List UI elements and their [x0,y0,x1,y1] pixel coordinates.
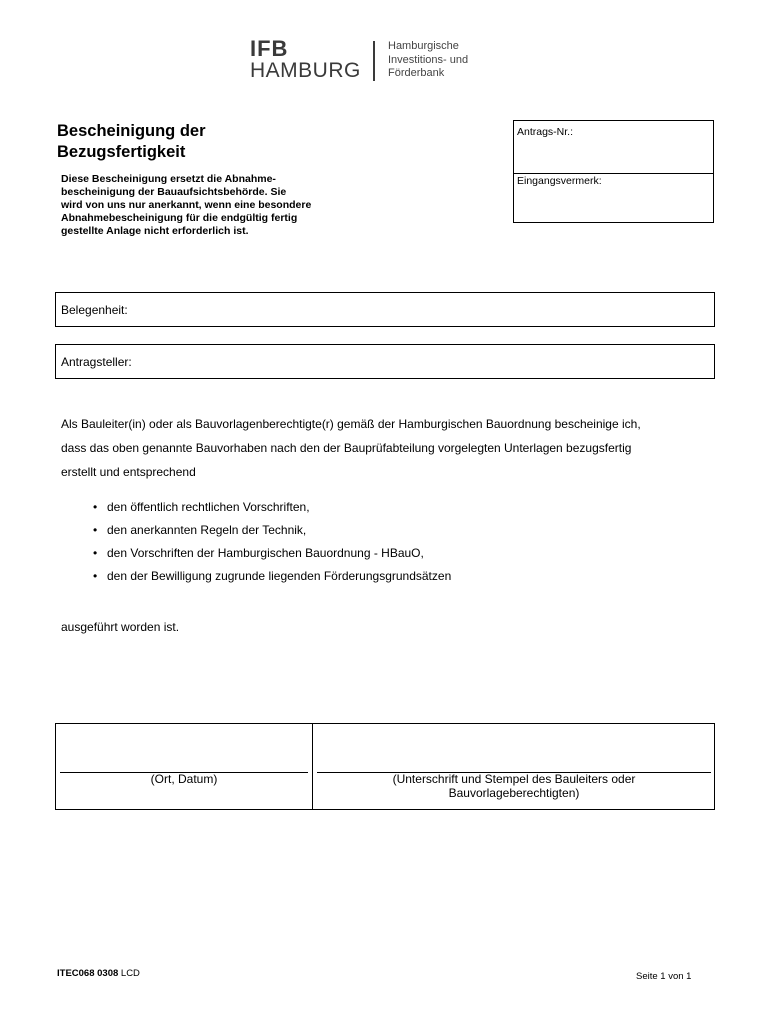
ort-datum-label: (Ort, Datum) [150,772,218,786]
logo-ifb: IFB [250,36,289,61]
logo-hamburg: HAMBURG [250,59,361,82]
signature-table [55,723,715,810]
page-title: Bescheinigung der Bezugsfertigkeit [57,122,206,161]
logo-subtitle: Hamburgische Investitions- und Förderbank [388,40,469,79]
office-use-box [513,120,714,223]
intro-text: Diese Bescheinigung ersetzt die Abnahme- bescheinigung der Bauaufsichtsbehörde. Sie wird von uns nur anerkannt, wenn eine besondere Abnahmebescheinigung für die endgültig fertig gestellte Anlage nicht erforderlich ist. [61,173,312,237]
signature-divider [312,724,313,809]
form-code: ITEC068 0308 LCD [57,968,140,979]
box-divider [514,173,713,174]
eingangsvermerk-label: Eingangsvermerk: [517,175,602,187]
list-item: • den öffentlich rechtlichen Vorschriften, [93,496,451,519]
logo-divider [373,41,375,81]
requirements-list [93,496,451,588]
closing-text: ausgeführt worden ist. [61,620,180,634]
unterschrift-label: (Unterschrift und Stempel des Bauleiters oder Bauvorlageberechtigten) [392,772,636,800]
antragsteller-field[interactable] [55,344,715,379]
list-item: • den Vorschriften der Hamburgischen Bauordnung - HBauO, [93,542,451,565]
list-item: • den anerkannten Regeln der Technik, [93,519,451,542]
ifb-hamburg-logo [250,38,490,82]
declaration-paragraph: Als Bauleiter(in) oder als Bauvorlagenberechtigte(r) gemäß der Hamburgischen Bauordnung bescheinige ich, dass das oben genannte Bauvorhaben nach den der Bauprüfabteilung vorgelegten Unterlagen bezugsfertig erstellt und entsprechend [61,417,641,479]
belegenheit-field[interactable] [55,292,715,327]
list-item: • den der Bewilligung zugrunde liegenden Förderungsgrundsätzen [93,565,451,588]
antrags-nr-label: Antrags-Nr.: [517,126,574,138]
antragsteller-label: Antragsteller: [61,355,132,369]
page-number: Seite 1 von 1 [636,971,692,982]
belegenheit-label: Belegenheit: [61,303,128,317]
